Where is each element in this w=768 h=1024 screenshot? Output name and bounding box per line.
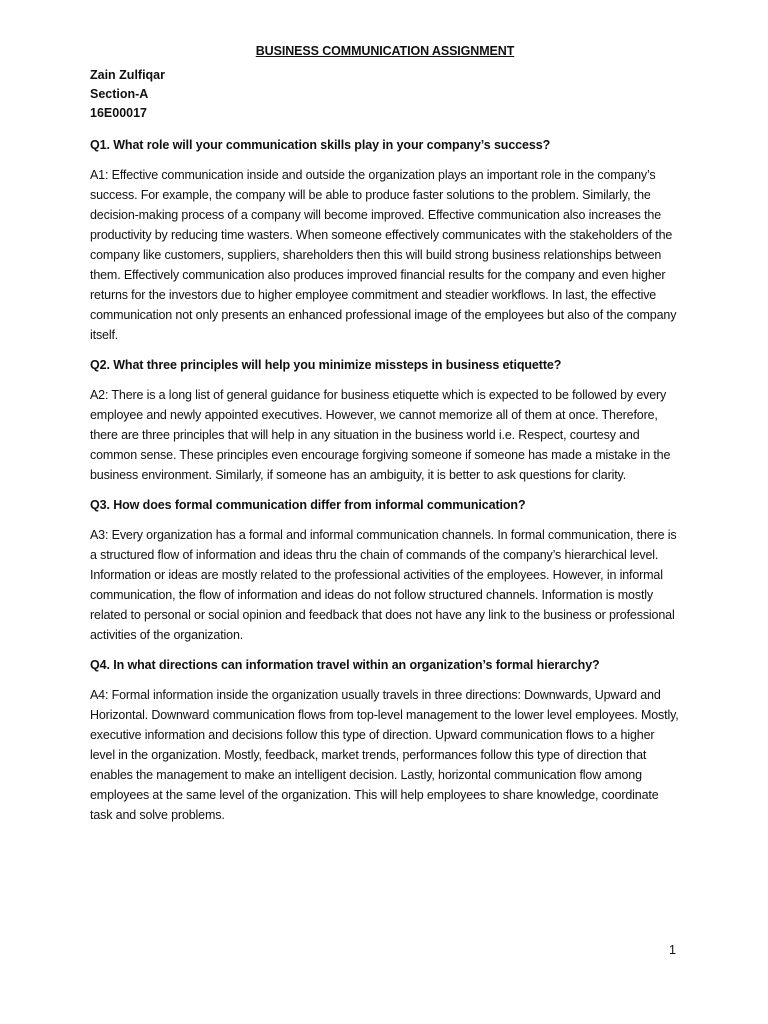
- question-2: Q2. What three principles will help you minimize missteps in business etiquette?: [90, 358, 562, 372]
- author-name: Zain Zulfiqar: [90, 68, 165, 82]
- qa-item-3: [90, 495, 680, 645]
- document-page: [90, 44, 680, 835]
- answer-2: A2: There is a long list of general guidance for business etiquette which is expected to be followed by every employee and newly appointed executives. However, we cannot memorize all of them at once. Therefore, there are three principles that will help in any situation in the business world i.e. Respect, courtesy and common sense. These principles even encourage forgiving someone if someone has made a mistake in the business environment. Similarly, if someone has an ambiguity, it is better to ask questions for clarity.: [90, 388, 671, 482]
- answer-1: A1: Effective communication inside and outside the organization plays an important role in the company’s success. For example, the company will be able to produce faster solutions to the problem. Similarly, the decision-making process of a company will become improved. Effective communication also increases the productivity by reducing time wasters. When someone effectively communicates with the stakeholders of the company like customers, suppliers, shareholders then this will build strong business relationships between them. Effectively communication also produces improved financial results for the company and even higher returns for the investors due to higher employee commitment and steadier workflows. In last, the effective communication not only presents an enhanced professional image of the employees but also of the company itself.: [90, 168, 677, 342]
- document-title: BUSINESS COMMUNICATION ASSIGNMENT: [255, 44, 515, 58]
- question-4: Q4. In what directions can information travel within an organization’s formal hierarchy?: [90, 658, 600, 672]
- section-label: Section-A: [90, 87, 149, 101]
- qa-item-2: [90, 355, 680, 485]
- qa-item-4: [90, 655, 680, 825]
- question-3: Q3. How does formal communication differ from informal communication?: [90, 498, 526, 512]
- answer-3: A3: Every organization has a formal and informal communication channels. In formal communication, there is a structured flow of information and ideas thru the chain of commands of the company’s hierarchical level. Information or ideas are mostly related to the professional activities of the employees. However, in informal communication, the flow of information and ideas do not follow structured channels. Information is mostly related to personal or social opinion and feedback that does not have any link to the business or professional activities of the organization.: [90, 528, 677, 642]
- qa-item-1: [90, 135, 680, 345]
- question-1: Q1. What role will your communication skills play in your company’s success?: [90, 138, 551, 152]
- page-number: 1: [669, 943, 676, 957]
- author-block: [90, 66, 680, 123]
- student-id: 16E00017: [90, 106, 148, 120]
- answer-4: A4: Formal information inside the organization usually travels in three directions: Downwards, Upward and Horizontal. Downward communication flows from top-level management to the lower level employees. Mostly, executive information and decisions follow this type of direction. Upward communication flows to a higher level in the organization. Mostly, feedback, market trends, performances follow this type of direction that enables the management to make an intelligent decision. Lastly, horizontal communication flow among employees at the same level of the organization. This will help employees to share knowledge, coordinate task and solve problems.: [90, 688, 679, 822]
